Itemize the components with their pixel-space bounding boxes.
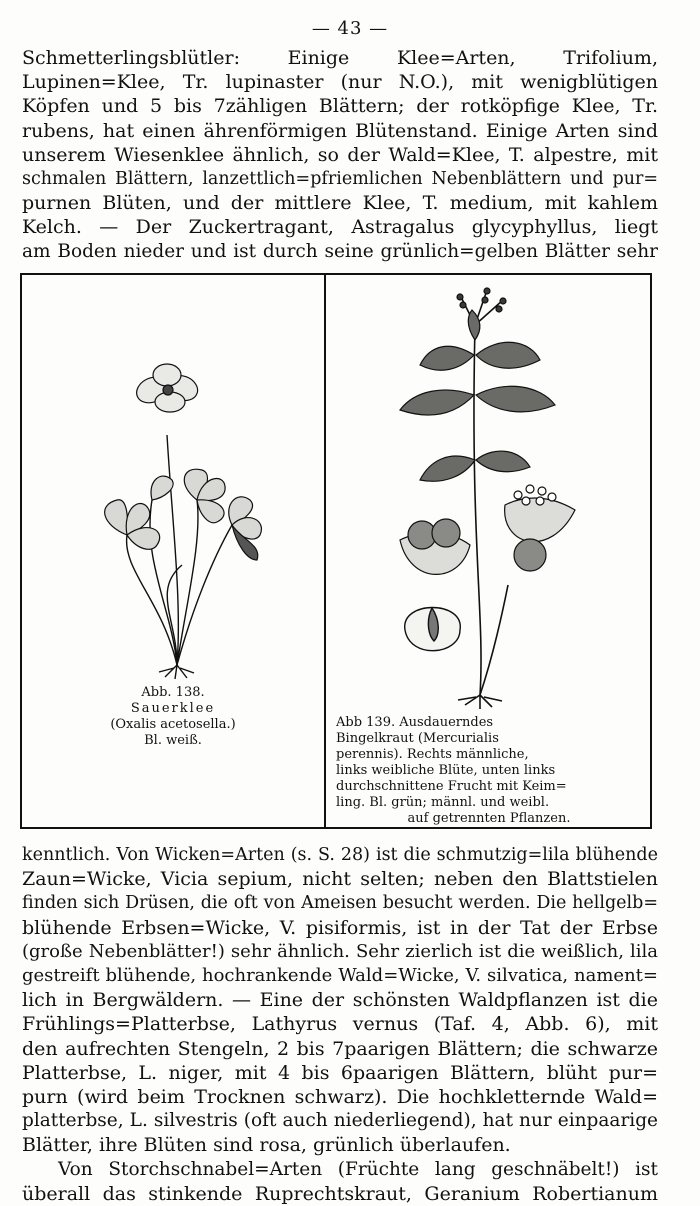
caption-line: auf getrennten Pflanzen. (407, 811, 571, 826)
figure-label: Abb. 138. (141, 685, 205, 700)
text-line: unserem Wiesenklee ähnlich, so der Wald=Klee, T. alpestre, mit (22, 143, 658, 166)
text-line: (große Nebenblätter!) sehr ähnlich. Sehr zierlich ist die weißlich, lila (22, 940, 658, 962)
text-line: Von Storchschnabel=Arten (Früchte lang geschnäbelt!) ist (58, 1158, 658, 1180)
text-line: schmalen Blättern, lanzettlich=pfriemlichen Nebenblättern und pur= (22, 169, 658, 190)
text-line: Zaun=Wicke, Vicia sepium, nicht selten; neben den Blattstielen (22, 868, 658, 891)
top-paragraph (22, 46, 658, 264)
caption-line: Bingelkraut (Mercurialis (336, 731, 499, 746)
page-number: — 43 — (311, 18, 389, 39)
caption-line: perennis). Rechts männliche, (336, 747, 529, 762)
bottom-paragraph (22, 843, 658, 1206)
caption-line: Abb 139. Ausdauerndes (336, 715, 494, 730)
text-line: kenntlich. Von Wicken=Arten (s. S. 28) ist die schmutzig=lila blühende (22, 845, 658, 865)
text-line: rubens, hat einen ährenförmigen Blütenstand. Einige Arten sind (22, 119, 658, 142)
text-line: Blätter, ihre Blüten sind rosa, grünlich überlaufen. (22, 1134, 511, 1157)
figure-box (20, 273, 652, 829)
text-line: Kelch. — Der Zuckertragant, Astragalus glycyphyllus, liegt (22, 216, 658, 239)
flower-color: Bl. weiß. (144, 733, 202, 748)
text-line: überall das stinkende Ruprechtskraut, Geranium Robertianum (22, 1182, 658, 1205)
text-line: am Boden nieder und ist durch seine grünlich=gelben Blätter sehr (22, 240, 658, 262)
text-line: Frühlings=Platterbse, Lathyrus vernus (Taf. 4, Abb. 6), mit (22, 1013, 658, 1036)
text-line: lich in Bergwäldern. — Eine der schönsten Waldpflanzen ist die (22, 989, 658, 1012)
figure-138-caption (32, 685, 314, 749)
text-line: purnen Blüten, und der mittlere Klee, T. medium, mit kahlem (22, 192, 658, 215)
text-line: Platterbse, L. niger, mit 4 bis 6paarigen Blättern, blüht pur= (22, 1061, 658, 1084)
figure-139-caption (336, 715, 642, 827)
text-line: platterbse, L. silvestris (oft auch niederliegend), hat nur einpaarige (22, 1110, 658, 1132)
text-line: blühende Erbsen=Wicke, V. pisiformis, ist in der Tat der Erbse (22, 916, 658, 939)
latin-name: (Oxalis acetosella.) (110, 717, 236, 732)
dogs-mercury-illustration (390, 285, 590, 710)
text-line: den aufrechten Stengeln, 2 bis 7paarigen Blättern; die schwarze (22, 1037, 658, 1060)
text-line: gestreift blühende, hochrankende Wald=Wicke, V. silvatica, nament= (22, 965, 658, 987)
caption-line: durchschnittene Frucht mit Keim= (336, 779, 567, 794)
text-line: Lupinen=Klee, Tr. lupinaster (nur N.O.), mit wenigblütigen (22, 71, 658, 94)
wood-sorrel-illustration (82, 360, 272, 680)
plant-name: Sauerklee (130, 701, 216, 716)
text-line: Köpfen und 5 bis 7zähligen Blättern; der rotköpfige Klee, Tr. (22, 95, 658, 118)
caption-line: links weibliche Blüte, unten links (336, 763, 556, 778)
figure-139-panel (326, 275, 650, 827)
figure-138-panel (22, 275, 324, 827)
caption-line: ling. Bl. grün; männl. und weibl. (336, 795, 550, 810)
text-line: purn (wird beim Trocknen schwarz). Die hochkletternde Wald= (22, 1086, 658, 1109)
text-line: Schmetterlingsblütler: Einige Klee=Arten, Trifolium, (22, 47, 658, 69)
text-line: finden sich Drüsen, die oft von Ameisen besucht werden. Die hellgelb= (22, 893, 658, 914)
